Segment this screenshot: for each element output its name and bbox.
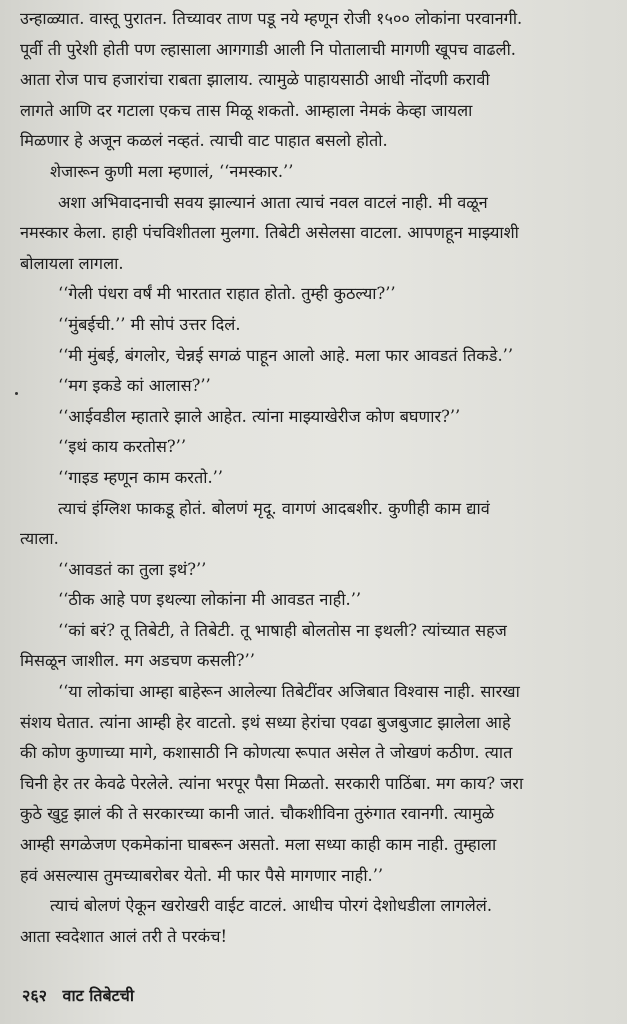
text-line: मिळणार हे अजून कळलं नव्हतं. त्याची वाट पाहात बसलो होतो. xyxy=(20,131,388,151)
text-line: ‘‘ठीक आहे पण इथल्या लोकांना मी आवडत नाही.’’ xyxy=(58,590,362,610)
text-line: ‘‘गाइड म्हणून काम करतो.’’ xyxy=(58,467,223,487)
text-line: ‘‘गेली पंधरा वर्षं मी भारतात राहात होतो. तुम्ही कुठल्या?’’ xyxy=(58,284,396,304)
text-line: ‘‘मग इकडे कां आलास?’’ xyxy=(58,376,211,396)
text-line: ‘‘मुंबईची.’’ मी सोपं उत्तर दिलं. xyxy=(58,314,241,334)
text-line: नमस्कार केला. हाही पंचविशीतला मुलगा. तिबेटी असेलसा वाटला. आपणहून माझ्याशी xyxy=(20,223,519,243)
text-line: ‘‘या लोकांचा आम्हा बाहेरून आलेल्या तिबेटींवर अजिबात विश्वास नाही. सारखा xyxy=(58,682,520,702)
text-line: बोलायला लागला. xyxy=(20,253,124,273)
text-line: मिसळून जाशील. मग अडचण कसली?’’ xyxy=(20,651,255,671)
text-line: अशा अभिवादनाची सवय झाल्यानं आता त्याचं नवल वाटलं नाही. मी वळून xyxy=(58,192,488,212)
text-line: चिनी हेर तर केवढे पेरलेले. त्यांना भरपूर पैसा मिळतो. सरकारी पाठिंबा. मग काय? जरा xyxy=(20,773,524,793)
text-line: ‘‘आवडतं का तुला इथं?’’ xyxy=(58,559,207,579)
text-line: पूर्वी ती पुरेशी होती पण ल्हासाला आगगाडी आली नि पोतालाची मागणी खूपच वाढली. xyxy=(20,39,516,59)
text-line: की कोण कुणाच्या मागे, कशासाठी नि कोणत्या रूपात असेल ते जोखणं कठीण. त्यात xyxy=(20,743,513,763)
text-line: आता स्वदेशात आलं तरी ते परकंच! xyxy=(20,926,228,946)
text-line: त्याचं इंग्लिश फाकडू होतं. बोलणं मृदू. वागणं आदबशीर. कुणीही काम द्यावं xyxy=(58,498,490,518)
page-number: २६२ xyxy=(22,986,47,1005)
text-line: संशय घेतात. त्यांना आम्ही हेर वाटतो. इथं सध्या हेरांचा एवढा बुजबुजाट झालेला आहे xyxy=(20,712,511,732)
text-line: कुठे खुट्ट झालं की ते सरकारच्या कानी जातं. चौकशीविना तुरुंगात रवानगी. त्यामुळे xyxy=(20,804,495,824)
text-line: हवं असल्यास तुमच्याबरोबर येतो. मी फार पैसे मागणार नाही.’’ xyxy=(20,865,384,885)
running-title: वाट तिबेटची xyxy=(62,986,134,1005)
stray-ink-dot xyxy=(15,392,18,395)
page-footer xyxy=(22,984,134,1006)
text-line: ‘‘आईवडील म्हातारे झाले आहेत. त्यांना माझ्याखेरीज कोण बघणार?’’ xyxy=(58,406,461,426)
text-line: त्याला. xyxy=(20,529,59,549)
text-line: आम्ही सगळेजण एकमेकांना घाबरून असतो. मला सध्या काही काम नाही. तुम्हाला xyxy=(20,835,497,855)
text-line: ‘‘मी मुंबई, बंगलोर, चेन्नई सगळं पाहून आलो आहे. मला फार आवडतं तिकडे.’’ xyxy=(58,345,513,365)
text-line: उन्हाळ्यात. वास्तू पुरातन. तिच्यावर ताण पडू नये म्हणून रोजी १५०० लोकांना परवानगी. xyxy=(20,9,523,28)
body-text xyxy=(20,4,609,952)
text-line: शेजारून कुणी मला म्हणालं, ‘‘नमस्कार.’’ xyxy=(50,161,294,181)
text-line: लागते आणि दर गटाला एकच तास मिळू शकतो. आम्हाला नेमकं केव्हा जायला xyxy=(20,100,473,120)
text-line: ‘‘इथं काय करतोस?’’ xyxy=(58,437,187,457)
text-line: ‘‘कां बरं? तू तिबेटी, ते तिबेटी. तू भाषाही बोलतोस ना इथली? त्यांच्यात सहज xyxy=(58,620,507,640)
text-line: त्याचं बोलणं ऐकून खरोखरी वाईट वाटलं. आधीच पोरगं देशोधडीला लागलेलं. xyxy=(50,896,493,916)
text-line: आता रोज पाच हजारांचा राबता झालाय. त्यामुळे पाहायसाठी आधी नोंदणी करावी xyxy=(20,70,490,90)
